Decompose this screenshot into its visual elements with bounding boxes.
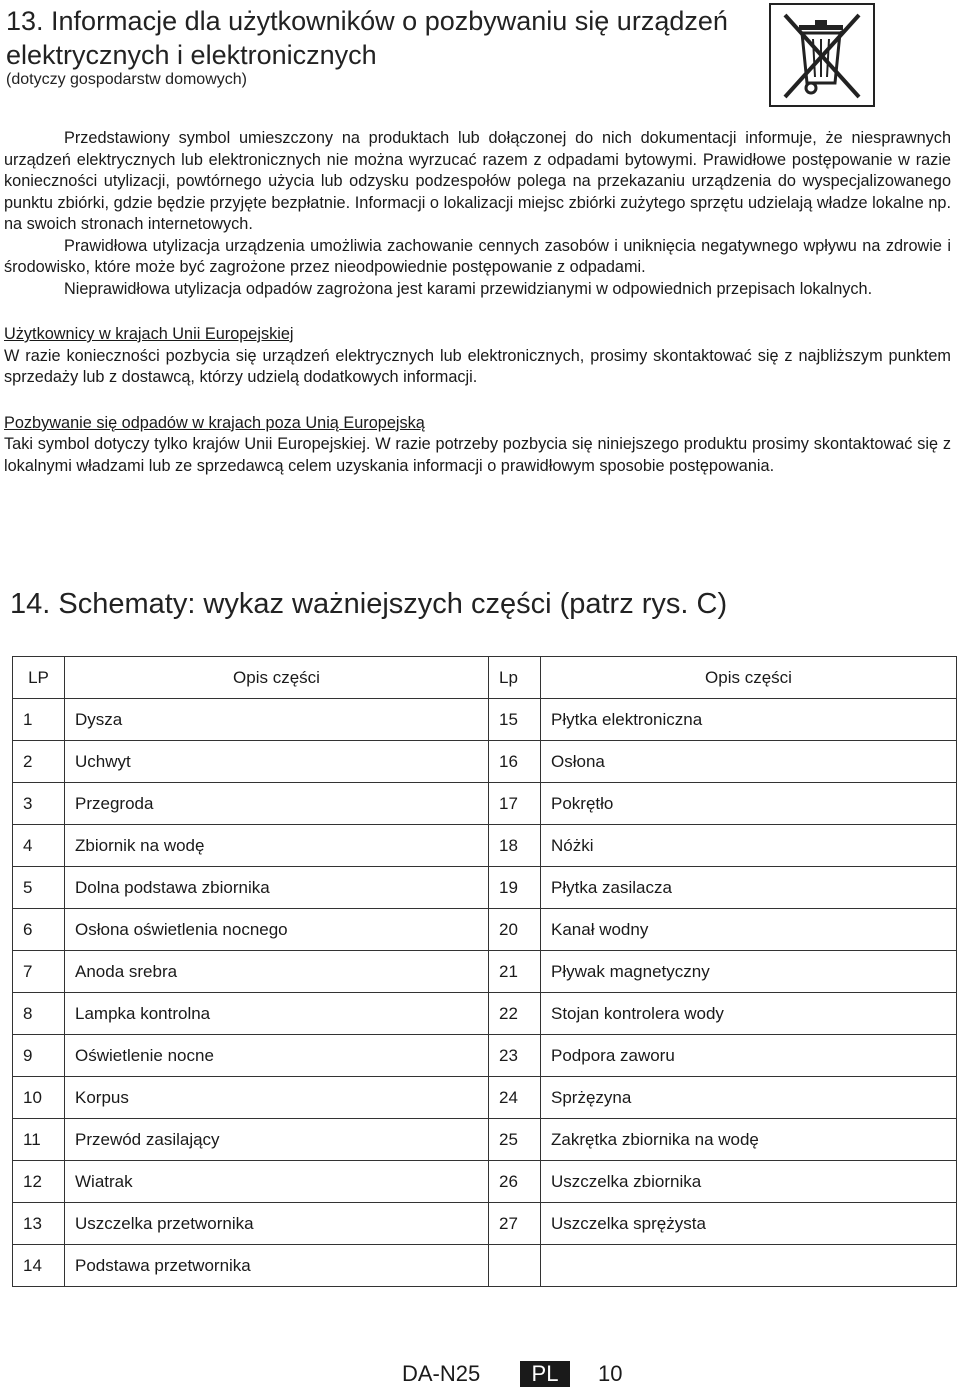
non-eu-text: Taki symbol dotyczy tylko krajów Unii Europejskiej. W razie potrzeby pozbycia się niniejszego produktu prosimy skontaktować się z lokalnymi władzami lub ze sprzedawcą celem uzyskania informacji o prawidłowym sposobie postępowania. [4,435,951,475]
crossed-out-wheelie-bin-icon [769,3,875,107]
table-cell: Pływak magnetyczny [541,951,957,993]
table-cell: Lampka kontrolna [65,993,489,1035]
table-cell: Przewód zasilający [65,1119,489,1161]
column-header: Lp [489,657,541,699]
table-cell: Zakrętka zbiornika na wodę [541,1119,957,1161]
table-cell: Uchwyt [65,741,489,783]
table-row [13,909,957,951]
table-row [13,1035,957,1077]
table-cell: 12 [13,1161,65,1203]
table-cell: 4 [13,825,65,867]
table-row [13,993,957,1035]
table-cell: 9 [13,1035,65,1077]
table-cell: 19 [489,867,541,909]
table-cell: Podstawa przetwornika [65,1245,489,1287]
table-cell [489,1245,541,1287]
column-header: Opis części [65,657,489,699]
table-cell: Wiatrak [65,1161,489,1203]
table-cell: 26 [489,1161,541,1203]
table-row [13,867,957,909]
table-cell: Dolna podstawa zbiornika [65,867,489,909]
table-cell: 2 [13,741,65,783]
language-badge: PL [520,1361,570,1387]
table-cell: 1 [13,699,65,741]
table-cell: Anoda srebra [65,951,489,993]
table-cell: Stojan kontrolera wody [541,993,957,1035]
paragraph-penalties: Nieprawidłowa utylizacja odpadów zagrożona jest karami przewidzianymi w odpowiednich przepisach lokalnych. [64,279,873,298]
table-row [13,741,957,783]
table-cell: 10 [13,1077,65,1119]
table-cell: Płytka elektroniczna [541,699,957,741]
eu-users-heading: Użytkownicy w krajach Unii Europejskiej [4,325,294,343]
table-row [13,1245,957,1287]
table-cell: 27 [489,1203,541,1245]
table-row [13,1203,957,1245]
table-header-row [13,657,957,699]
table-cell [541,1245,957,1287]
table-cell: Oświetlenie nocne [65,1035,489,1077]
table-cell: Dysza [65,699,489,741]
table-cell: Uszczelka zbiornika [541,1161,957,1203]
table-row [13,1077,957,1119]
paragraph-symbol-info: Przedstawiony symbol umieszczony na produktach lub dołączonej do nich dokumentacji informuje, że niesprawnych urządzeń elektrycznych lub elektronicznych nie można wyrzucać razem z odpadami bytowymi. Prawidłowe postępowanie w razie konieczności utylizacji, powtórnego użycia lub odzysku podzespołów polega na przekazaniu urządzenia do wyspecjalizowanego punktu zbiórki, gdzie będzie przyjęte bezpłatnie. Informacji o lokalizacji miejsc zbiórki zużytego sprzętu udzielają władze lokalne np. na swoich stronach internetowych. [4,129,951,233]
table-cell: Nóżki [541,825,957,867]
paragraph-proper-disposal: Prawidłowa utylizacja urządzenia umożliwia zachowanie cennych zasobów i uniknięcia negatywnego wpływu na zdrowie i środowisko, które może być zagrożone przez nieodpowiednie postępowanie z odpadami. [4,236,951,276]
table-row [13,951,957,993]
section-14-title: 14. Schematy: wykaz ważniejszych części (patrz rys. C) [10,588,728,620]
table-cell: 20 [489,909,541,951]
eu-users-text: W razie konieczności pozbycia się urządzeń elektrycznych lub elektronicznych, prosimy skontaktować się z najbliższym punktem sprzedaży lub z dostawcą, którzy udzielą dodatkowych informacji. [4,346,951,386]
table-cell: Kanał wodny [541,909,957,951]
table-row [13,1119,957,1161]
table-cell: 6 [13,909,65,951]
section-13-title: 13. Informacje dla użytkowników o pozbywaniu się urządzeń elektrycznych i elektronicznych [6,6,728,70]
table-cell: Pokrętło [541,783,957,825]
non-eu-heading: Pozbywanie się odpadów w krajach poza Unią Europejską [4,413,425,432]
table-cell: Uszczelka sprężysta [541,1203,957,1245]
table-cell: Zbiornik na wodę [65,825,489,867]
table-cell: 17 [489,783,541,825]
table-cell: Sprżęzyna [541,1077,957,1119]
table-cell: Osłona oświetlenia nocnego [65,909,489,951]
table-cell: 5 [13,867,65,909]
table-row [13,783,957,825]
table-row [13,699,957,741]
table-cell: 16 [489,741,541,783]
column-header: Opis części [541,657,957,699]
section-13-subtitle: (dotyczy gospodarstw domowych) [6,71,247,88]
table-cell: 11 [13,1119,65,1161]
table-cell: 14 [13,1245,65,1287]
table-cell: Osłona [541,741,957,783]
table-cell: Uszczelka przetwornika [65,1203,489,1245]
column-header: LP [13,657,65,699]
page-number: 10 [598,1361,623,1386]
model-code: DA-N25 [402,1361,481,1386]
table-cell: Podpora zaworu [541,1035,957,1077]
table-cell: 18 [489,825,541,867]
parts-list-table [12,656,957,1287]
table-cell: 22 [489,993,541,1035]
table-cell: 21 [489,951,541,993]
disposal-info-text [4,128,951,477]
table-cell: Przegroda [65,783,489,825]
table-cell: 25 [489,1119,541,1161]
table-row [13,825,957,867]
table-cell: 15 [489,699,541,741]
table-cell: Korpus [65,1077,489,1119]
table-row [13,1161,957,1203]
table-cell: 3 [13,783,65,825]
table-cell: 8 [13,993,65,1035]
table-cell: Płytka zasilacza [541,867,957,909]
table-cell: 13 [13,1203,65,1245]
table-cell: 24 [489,1077,541,1119]
table-cell: 23 [489,1035,541,1077]
table-cell: 7 [13,951,65,993]
